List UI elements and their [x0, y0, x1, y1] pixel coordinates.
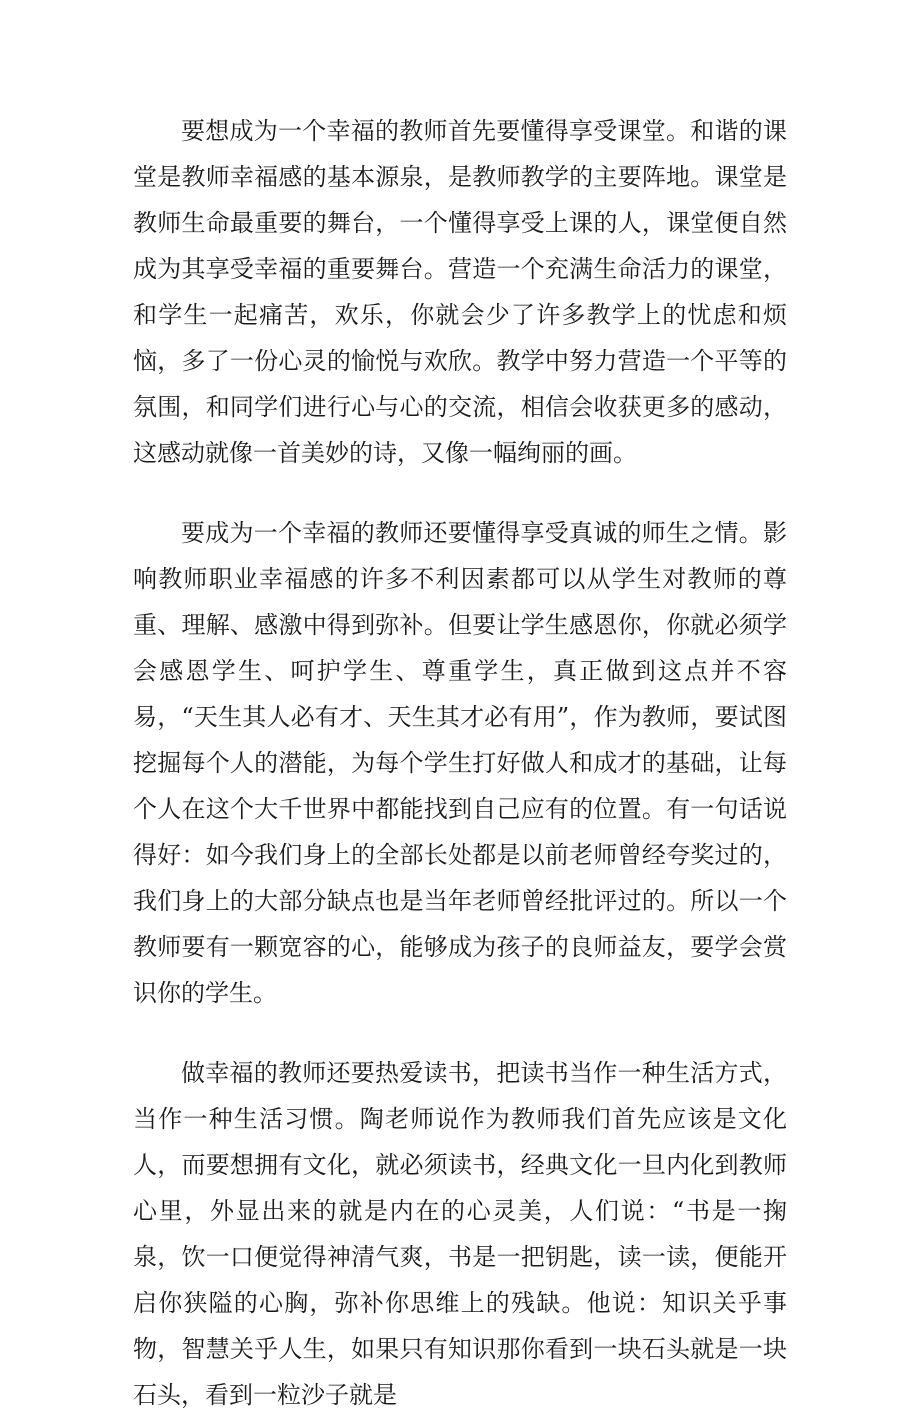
paragraph-teacher-student-relationship: 要成为一个幸福的教师还要懂得享受真诚的师生之情。影响教师职业幸福感的许多不利因素都可以从学生对教师的尊重、理解、感激中得到弥补。但要让学生感恩你，你就必须学会感恩学生、呵护学生、尊重学生，真正做到这点并不容易，“天生其人必有才、天生其才必有用”，作为教师，要试图挖掘每个人的潜能，为每个学生打好做人和成才的基础，让每个人在这个大千世界中都能找到自己应有的位置。有一句话说得好：如今我们身上的全部长处都是以前老师曾经夸奖过的，我们身上的大部分缺点也是当年老师曾经批评过的。所以一个教师要有一颗宽容的心，能够成为孩子的良师益友，要学会赏识你的学生。: [133, 519, 787, 1007]
paragraph-love-reading: 做幸福的教师还要热爱读书，把读书当作一种生活方式，当作一种生活习惯。陶老师说作为教师我们首先应该是文化人，而要想拥有文化，就必须读书，经典文化一旦内化到教师心里，外显出来的就是内在的心灵美，人们说：“书是一掬泉，饮一口便觉得神清气爽，书是一把钥匙，读一读，便能开启你狭隘的心胸，弥补你思维上的残缺。他说：知识关乎事物，智慧关乎人生，如果只有知识那你看到一块石头就是一块石头，看到一粒沙子就是: [133, 1059, 787, 1409]
paragraph-enjoy-classroom: 要想成为一个幸福的教师首先要懂得享受课堂。和谐的课堂是教师幸福感的基本源泉，是教师教学的主要阵地。课堂是教师生命最重要的舞台，一个懂得享受上课的人，课堂便自然成为其享受幸福的重要舞台。营造一个充满生命活力的课堂，和学生一起痛苦，欢乐，你就会少了许多教学上的忧虑和烦恼，多了一份心灵的愉悦与欢欣。教学中努力营造一个平等的氛围，和同学们进行心与心的交流，相信会收获更多的感动，这感动就像一首美妙的诗，又像一幅绚丽的画。: [133, 117, 787, 467]
document-body: [133, 108, 787, 1418]
